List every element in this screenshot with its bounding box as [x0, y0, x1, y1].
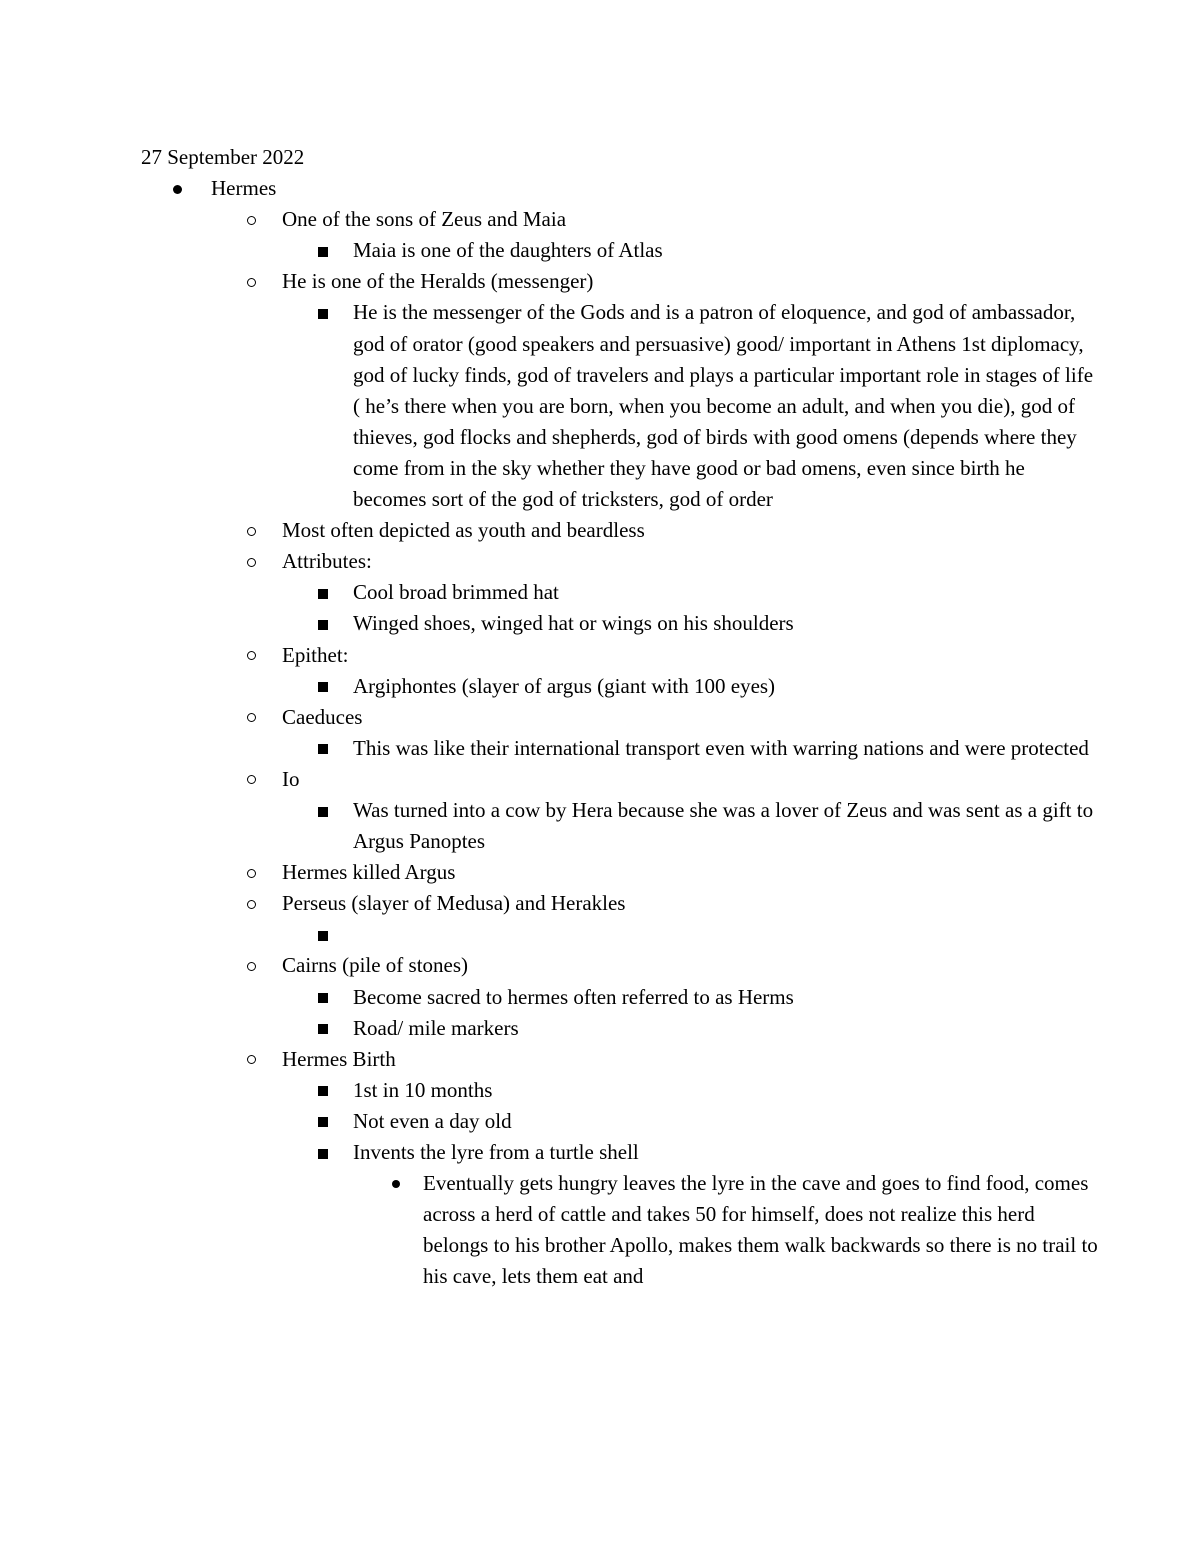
square-bullet-icon — [318, 1013, 332, 1044]
list-item-level-3 — [141, 982, 1101, 1013]
list-item-text — [353, 919, 1101, 950]
hollow-circle-bullet-icon — [246, 640, 260, 671]
list-item-level-2 — [141, 764, 1101, 795]
list-item-level-3 — [141, 235, 1101, 266]
list-item-level-3 — [141, 1075, 1101, 1106]
list-item-level-3 — [141, 671, 1101, 702]
list-item-text: 1st in 10 months — [353, 1077, 493, 1102]
list-item-text: Cairns (pile of stones) — [282, 953, 469, 978]
list-item-text: Eventually gets hungry leaves the lyre in the cave and goes to find food, comes across a herd of cattle and takes 50 for himself, does not realize this herd belongs to his brother Apollo, makes them walk backwards so there is no trail to his cave, lets them eat and — [423, 1171, 1098, 1289]
square-bullet-icon — [318, 1075, 332, 1106]
list-item-text: This was like their international transport even with warring nations and were protected — [353, 735, 1089, 760]
square-bullet-icon — [318, 297, 332, 328]
list-item-level-2 — [141, 640, 1101, 671]
square-bullet-icon — [318, 1137, 332, 1168]
hollow-circle-bullet-icon — [246, 857, 260, 888]
list-item-text: Epithet: — [282, 642, 349, 667]
list-item-text: He is one of the Heralds (messenger) — [282, 269, 594, 294]
list-item-text: Winged shoes, winged hat or wings on his shoulders — [353, 611, 794, 636]
list-item-level-2 — [141, 266, 1101, 297]
list-item-text: Cool broad brimmed hat — [353, 580, 559, 605]
square-bullet-icon — [318, 608, 332, 639]
list-item-text: Invents the lyre from a turtle shell — [353, 1140, 639, 1164]
notes-date: 27 September 2022 — [141, 145, 305, 169]
outline-list — [141, 173, 1101, 204]
list-item-text: Hermes Birth — [282, 1046, 396, 1071]
list-item-level-3 — [141, 577, 1101, 608]
hollow-circle-bullet-icon — [246, 1044, 260, 1075]
hollow-circle-bullet-icon — [246, 266, 260, 297]
list-item-level-2 — [141, 1044, 1101, 1075]
list-item-level-2 — [141, 950, 1101, 981]
list-item-text: Not even a day old — [353, 1108, 512, 1133]
hollow-circle-bullet-icon — [246, 888, 260, 919]
list-item-text: Io — [282, 766, 300, 791]
list-item-level-3 — [141, 1106, 1101, 1137]
list-item-level-3 — [141, 1137, 1101, 1168]
list-item-level-3 — [141, 1013, 1101, 1044]
list-item-level-3 — [141, 297, 1101, 515]
list-item-text: Was turned into a cow by Hera because she was a lover of Zeus and was sent as a gift to Argus Panoptes — [353, 797, 1094, 854]
list-item-level-3 — [141, 795, 1101, 857]
square-bullet-icon — [318, 733, 332, 764]
square-bullet-icon — [318, 795, 332, 826]
square-bullet-icon — [318, 1106, 332, 1137]
list-item-level-2 — [141, 204, 1101, 235]
list-item-level-2 — [141, 702, 1101, 733]
outline-sublist — [141, 204, 1101, 1292]
square-bullet-icon — [318, 235, 332, 266]
list-item-level-3 — [141, 608, 1101, 639]
list-item-level-3 — [141, 733, 1101, 764]
list-item-level-2 — [141, 888, 1101, 919]
hollow-circle-bullet-icon — [246, 204, 260, 235]
list-item-text: Caeduces — [282, 704, 363, 729]
list-item-text: Perseus (slayer of Medusa) and Herakles — [282, 891, 626, 916]
list-item-text: Argiphontes (slayer of argus (giant with 100 eyes) — [353, 673, 776, 698]
list-item-text: One of the sons of Zeus and Maia — [282, 207, 567, 232]
hollow-circle-bullet-icon — [246, 702, 260, 733]
list-item-level-2 — [141, 857, 1101, 888]
list-item-text: Become sacred to hermes often referred to as Herms — [353, 984, 794, 1009]
filled-bullet-icon — [390, 1168, 404, 1199]
hollow-circle-bullet-icon — [246, 950, 260, 981]
hollow-circle-bullet-icon — [246, 546, 260, 577]
square-bullet-icon — [318, 671, 332, 702]
list-item-topic — [141, 173, 1101, 204]
list-item-level-2 — [141, 515, 1101, 546]
list-item-text: Hermes killed Argus — [282, 860, 456, 885]
square-bullet-icon — [318, 577, 332, 608]
hollow-circle-bullet-icon — [246, 515, 260, 546]
list-item-level-4 — [141, 1168, 1101, 1292]
topic-heading: Hermes — [211, 176, 277, 201]
square-bullet-icon — [318, 982, 332, 1013]
list-item-text: Most often depicted as youth and beardless — [282, 518, 645, 543]
notes-body — [141, 142, 1101, 1292]
list-item-level-3 — [141, 919, 1101, 950]
list-item-text: Maia is one of the daughters of Atlas — [353, 238, 663, 263]
list-item-text: He is the messenger of the Gods and is a patron of eloquence, and god of ambassador, god of orator (good speakers and persuasive) good/ important in Athens 1st diplomacy, god of lucky finds, god of travelers and plays a particular important role in stages of life ( he’s there when you are born, when you become an adult, and when you die), god of thieves, god flocks and shepherds, god of birds with good omens (depends where they come from in the sky whether they have good or bad omens, even since birth he becomes sort of the god of tricksters, god of order — [353, 300, 1094, 512]
list-item-text: Road/ mile markers — [353, 1015, 519, 1040]
list-item-text: Attributes: — [282, 549, 372, 574]
square-bullet-icon — [318, 919, 332, 950]
list-item-level-2 — [141, 546, 1101, 577]
filled-bullet-icon — [171, 173, 185, 204]
hollow-circle-bullet-icon — [246, 764, 260, 795]
